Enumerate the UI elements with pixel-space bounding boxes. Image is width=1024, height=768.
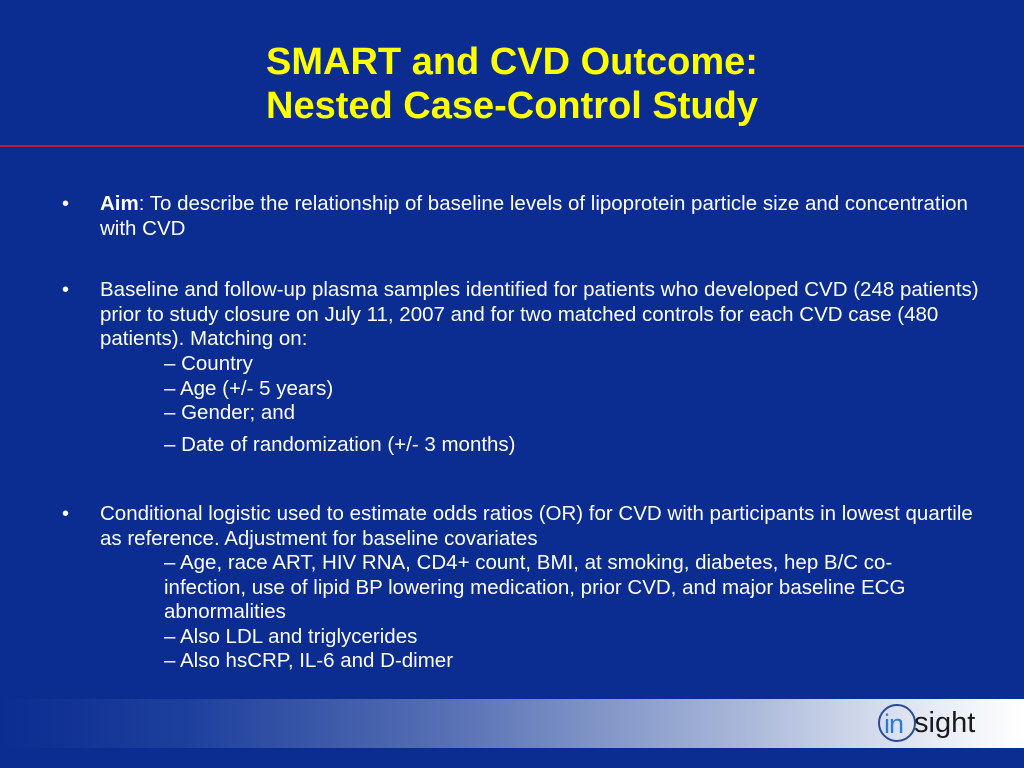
aim-label: Aim <box>100 192 139 215</box>
sub-item-hscrp: – Also hsCRP, IL-6 and D-dimer <box>164 649 454 672</box>
bullet-text <box>100 192 1000 241</box>
slide-title <box>0 40 1024 128</box>
sub-item-country: – Country <box>164 352 253 375</box>
sub-item-ldl: – Also LDL and triglycerides <box>164 625 418 648</box>
bullet-marker: • <box>62 279 70 301</box>
bullet-text: Conditional logistic used to estimate odds ratios (OR) for CVD with participants in lowest quartile as reference. Adjustment for baseline covariates <box>100 502 973 550</box>
sub-item-gender: – Gender; and <box>164 401 296 424</box>
aim-text: : To describe the relationship of baseline levels of lipoprotein particle size and concentration with CVD <box>100 192 968 240</box>
sub-item-age: – Age (+/- 5 years) <box>164 377 334 400</box>
title-line-1: SMART and CVD Outcome: <box>266 41 758 83</box>
footer-bottom-strip <box>0 748 1024 768</box>
bullet-marker: • <box>62 193 70 215</box>
logo-in-text: in <box>884 709 904 739</box>
insight-logo <box>872 700 1002 748</box>
logo-sight-text: sight <box>914 707 976 739</box>
sub-item-randomization: – Date of randomization (+/- 3 months) <box>164 433 516 456</box>
bullet-marker: • <box>62 503 70 525</box>
footer-gradient-band <box>0 699 1024 748</box>
title-divider <box>0 145 1024 147</box>
sub-item-covariates: – Age, race ART, HIV RNA, CD4+ count, BMI, at smoking, diabetes, hep B/C co-infection, use of lipid BP lowering medication, prior CVD, and major baseline ECG abnormalities <box>164 551 906 623</box>
title-line-2: Nested Case-Control Study <box>266 85 758 127</box>
bullet-text: Baseline and follow-up plasma samples identified for patients who developed CVD (248 patients) prior to study closure on July 11, 2007 and for two matched controls for each CVD case (480 patients). Matching on: <box>100 278 979 350</box>
